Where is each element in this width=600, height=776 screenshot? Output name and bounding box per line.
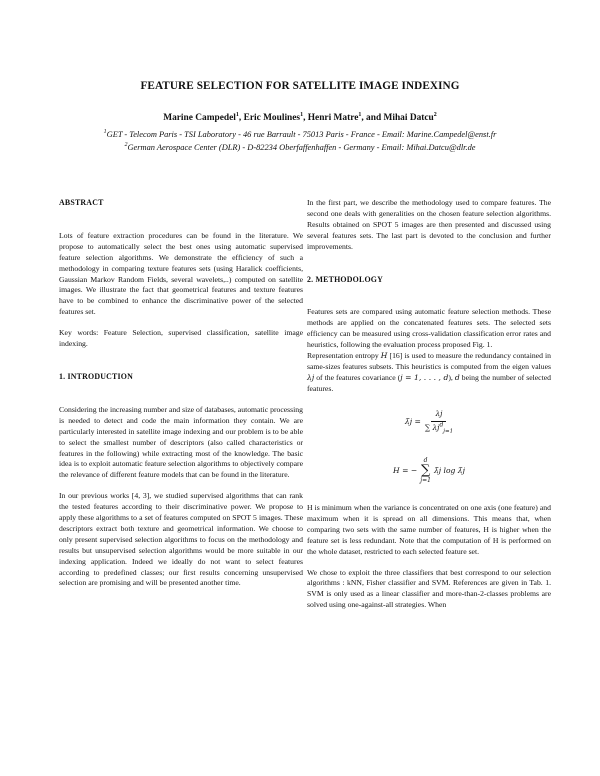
- author-name: Marine Campedel: [163, 113, 236, 123]
- equation-entropy: [307, 457, 551, 485]
- sum-lower-limit: j=1: [443, 428, 454, 435]
- author-separator: ,: [303, 113, 308, 123]
- keywords: Key words: Feature Selection, supervised classification, satellite image indexing.: [59, 328, 303, 349]
- equation-numerator: λj: [431, 409, 446, 422]
- equation-denominator: [425, 422, 453, 437]
- affiliation-marker: 1: [300, 111, 304, 118]
- introduction-paragraph: Considering the increasing number and size of databases, automatic processing is needed to detect and code the main information they contain. We are particularly interested in satellite image indexing and our problem is to be able to select the smallest number of descriptors (also called characteristics or features in the following) while extracting most of the knowledge. The basic idea is to exploit automatic feature selection algorithms to objectively compare the relevance of different feature models that can be found in the literature.: [59, 404, 303, 480]
- affiliation-text: GET - Telecom Paris - TSI Laboratory - 46 rue Barrault - 75013 Paris - France - Email: Marine.Campedel@enst.fr: [106, 130, 497, 139]
- affiliation-2: [0, 143, 600, 152]
- text-run: ),: [448, 372, 455, 382]
- math-symbol: H: [380, 351, 388, 361]
- methodology-heading: 2. METHODOLOGY: [307, 274, 384, 284]
- author-separator: ,: [238, 113, 244, 123]
- math-symbol: λj: [307, 372, 315, 382]
- introduction-heading: 1. INTRODUCTION: [59, 371, 134, 381]
- sigma-icon: ∑: [420, 462, 431, 478]
- introduction-paragraph: In the first part, we describe the methodology used to compare features. The second one deals with generalities on the chosen feature selection algorithms. Results obtained on SPOT 5 images are then presented and discussed using several features sets. The last part is devoted to the conclusion and further improvements.: [307, 198, 551, 251]
- introduction-paragraph: In our previous works [4, 3], we studied supervised algorithms that can rank the tested features according to their discriminative power. We propose to apply these algorithms to a set of features computed on SPOT 5 images. These descriptors extract both texture and geometrical information. We choose to only present supervised selection algorithms to focus on the methodology and results but unsupervised selection algorithms would be more suitable in our indexing application. Indeed we ideally do not want to select features according to predefined classes; our first results concerning unsupervised selection are promising and will be presented another time.: [59, 491, 303, 588]
- author-list: [0, 113, 600, 123]
- methodology-paragraph: We chose to exploit the three classifiers that best correspond to our selection algorithms : kNN, Fisher classifier and SVM. References are given in Tab. 1. SVM is only used as a linear classifier and more-than-2-classes problems are solved using one-against-all strategies. When: [307, 567, 551, 610]
- right-column: [307, 198, 551, 611]
- summation-symbol: [420, 457, 431, 485]
- equation-rhs: λ̃j log λ̃j: [433, 465, 465, 475]
- methodology-paragraph: H is minimum when the variance is concentrated on one axis (one feature) and maximum when it is spread on all dimensions. This means that, when comparing two sets with the same number of features, H is higher when the feature set is less redundant. Note that the computation of H is performed on the whole dataset, restricted to each selected feature set.: [307, 502, 551, 556]
- equation-denominator-text: ∑ λj: [424, 422, 440, 432]
- methodology-paragraph: Features sets are compared using automatic feature selection methods. These methods are applied on the concatenated features sets. The selected sets efficiency can be measured using cross-validation classification error rates and heuristics, following the evaluation process proposed Fig. 1.: [307, 307, 551, 350]
- equation-lhs: H = −: [393, 465, 418, 475]
- math-symbol: j = 1, . . . , d: [400, 372, 449, 382]
- affiliation-1: [0, 130, 600, 139]
- sum-lower-limit: j=1: [420, 476, 431, 484]
- author-separator: , and: [361, 113, 384, 123]
- equation-normalized-eigenvalue: [307, 409, 551, 437]
- affiliation-marker: 1: [235, 111, 239, 118]
- text-run: being the number of selected features.: [307, 372, 551, 393]
- text-run: [16] is used to measure the redundancy contained in same-sizes features subsets. This heuristics is computed from the eigen values: [307, 351, 552, 371]
- equation-fraction: [425, 409, 453, 437]
- abstract-text: Lots of feature extraction procedures can be found in the literature. We propose to automatically select the best ones using automatic supervised feature selection algorithms. We demonstrate the efficiency of such a methodology in comparing texture features sets (using Haralick coefficients, Gaussian Markov Random Fields, several wavelets,..) computed on satellite images. We illustrate the fact that geometrical features and texture features have to be combined to enhance the discriminative power of the selected features set.: [59, 230, 303, 317]
- equation-lhs: λ̃j =: [404, 417, 421, 427]
- left-column: [59, 198, 303, 589]
- affiliation-marker: 1: [358, 111, 362, 118]
- abstract-heading: ABSTRACT: [59, 198, 104, 207]
- paper-title: FEATURE SELECTION FOR SATELLITE IMAGE INDEXING: [140, 80, 460, 92]
- text-run: Representation entropy: [307, 351, 381, 361]
- author-name: Henri Matre: [307, 113, 359, 123]
- affiliation-marker: 1: [103, 129, 107, 136]
- methodology-paragraph: [307, 351, 551, 395]
- author-name: Eric Moulines: [243, 113, 301, 123]
- affiliation-marker: 2: [124, 142, 128, 149]
- affiliation-text: German Aerospace Center (DLR) - D-82234 Oberfaffenhaffen - Germany - Email: Mihai.Datcu@dlr.de: [127, 143, 476, 152]
- author-name: Mihai Datcu: [383, 113, 434, 123]
- math-symbol: d: [454, 372, 460, 382]
- sum-upper-limit: d: [439, 421, 444, 429]
- affiliation-marker: 2: [433, 111, 437, 118]
- sum-upper-limit: d: [423, 456, 428, 464]
- text-run: of the features covariance (: [314, 372, 401, 382]
